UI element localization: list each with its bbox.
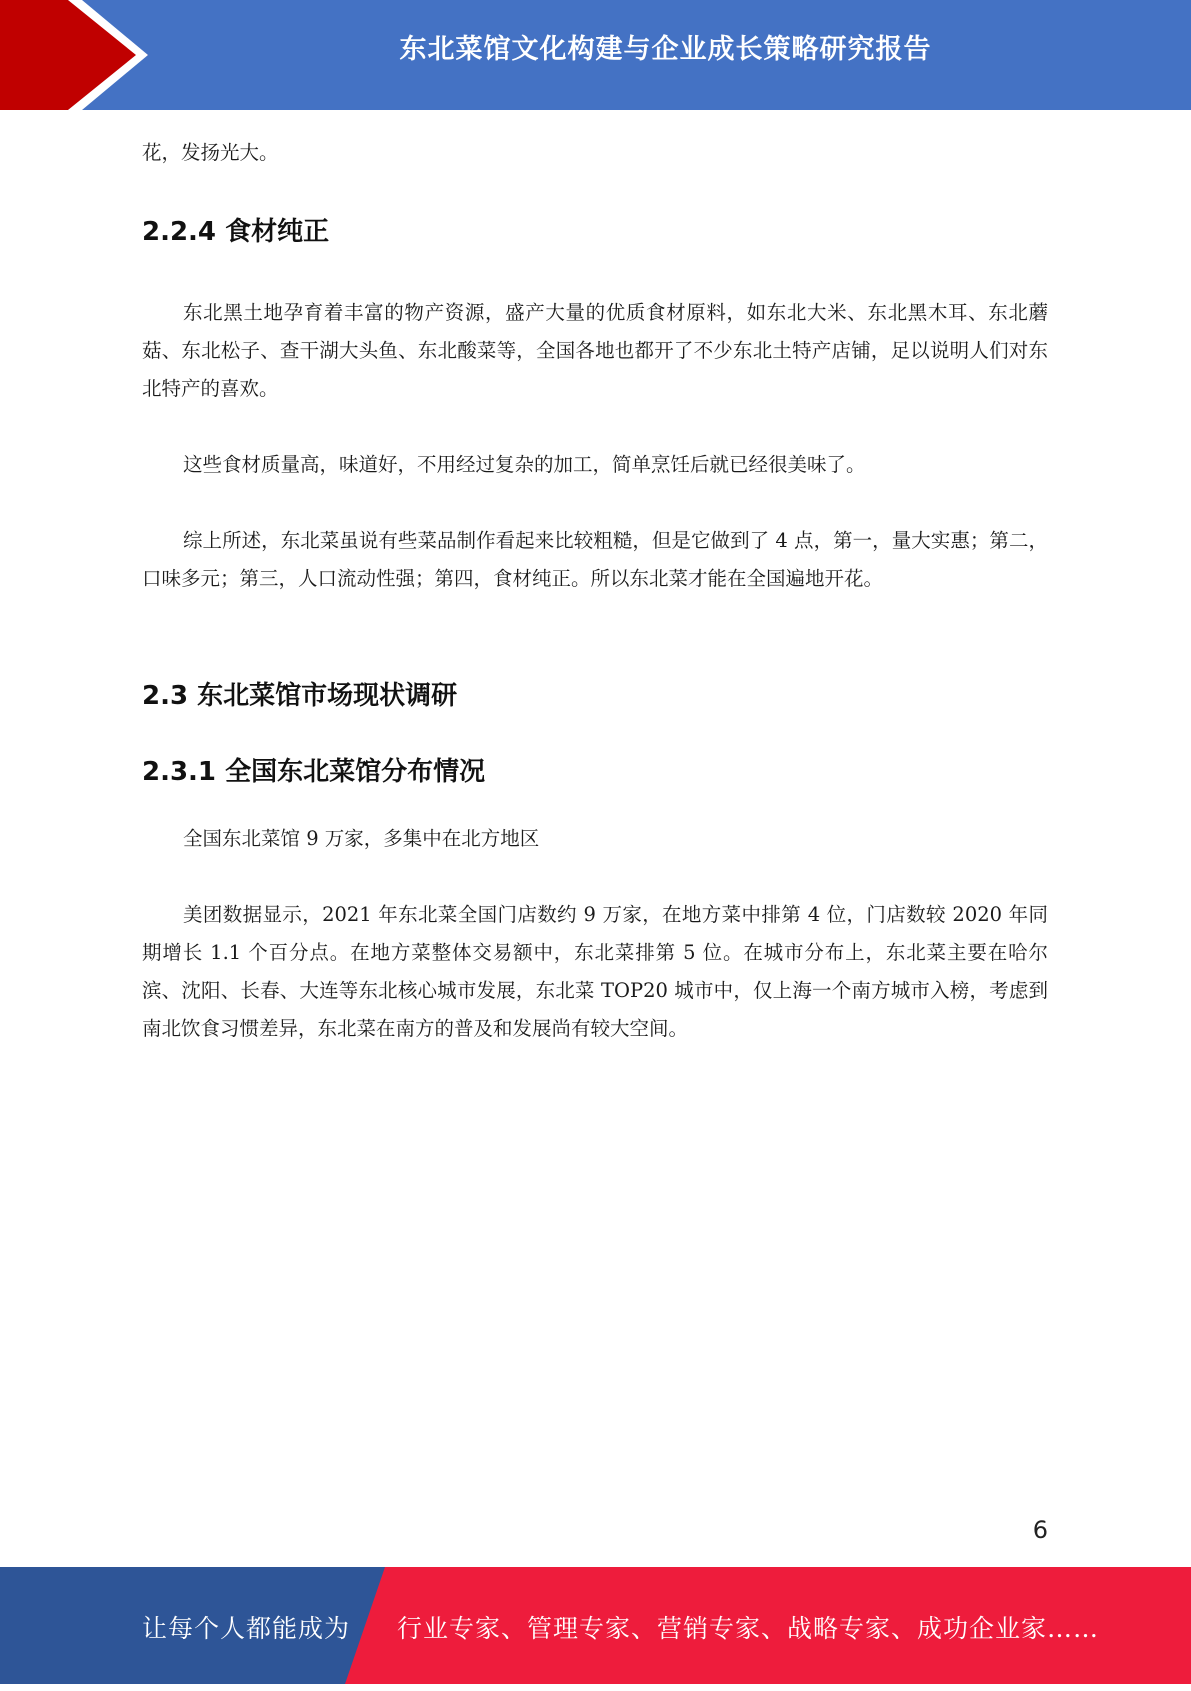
footer-slogan-right: 行业专家、管理专家、营销专家、战略专家、成功企业家…… <box>397 1614 1100 1643</box>
paragraph: 东北黑土地孕育着丰富的物产资源，盛产大量的优质食材原料，如东北大米、东北黑木耳、东北蘑菇、东北松子、查干湖大头鱼、东北酸菜等，全国各地也都开了不少东北土特产店铺，足以说明人们对东北特产的喜欢。 <box>142 301 1048 400</box>
page-number: 6 <box>1032 1516 1048 1544</box>
header-chevron-icon <box>0 0 160 110</box>
paragraph: 全国东北菜馆 9 万家，多集中在北方地区 <box>183 827 540 850</box>
document-body <box>142 134 1048 1048</box>
paragraph: 这些食材质量高，味道好，不用经过复杂的加工，简单烹饪后就已经很美味了。 <box>183 453 866 476</box>
page-header <box>0 0 1191 110</box>
paragraph: 美团数据显示，2021 年东北菜全国门店数约 9 万家，在地方菜中排第 4 位，门店数较 2020 年同期增长 1.1 个百分点。在地方菜整体交易额中，东北菜排第 5 位。在城市分布上，东北菜主要在哈尔滨、沈阳、长春、大连等东北核心城市发展，东北菜 TOP20 城市中，仅上海一个南方城市入榜，考虑到南北饮食习惯差异，东北菜在南方的普及和发展尚有较大空间。 <box>142 903 1048 1040</box>
section-heading-2-3-1: 2.3.1 全国东北菜馆分布情况 <box>142 757 486 787</box>
document-title: 东北菜馆文化构建与企业成长策略研究报告 <box>399 34 932 65</box>
section-heading-2-2-4: 2.2.4 食材纯正 <box>142 217 330 247</box>
continued-paragraph: 花，发扬光大。 <box>142 141 279 164</box>
paragraph: 综上所述，东北菜虽说有些菜品制作看起来比较粗糙，但是它做到了 4 点，第一，量大实惠；第二，口味多元；第三，人口流动性强；第四，食材纯正。所以东北菜才能在全国遍地开花。 <box>142 529 1048 590</box>
section-heading-2-3: 2.3 东北菜馆市场现状调研 <box>142 681 458 711</box>
footer-slogan-left: 让每个人都能成为 <box>142 1614 351 1643</box>
page-footer <box>0 1567 1191 1684</box>
